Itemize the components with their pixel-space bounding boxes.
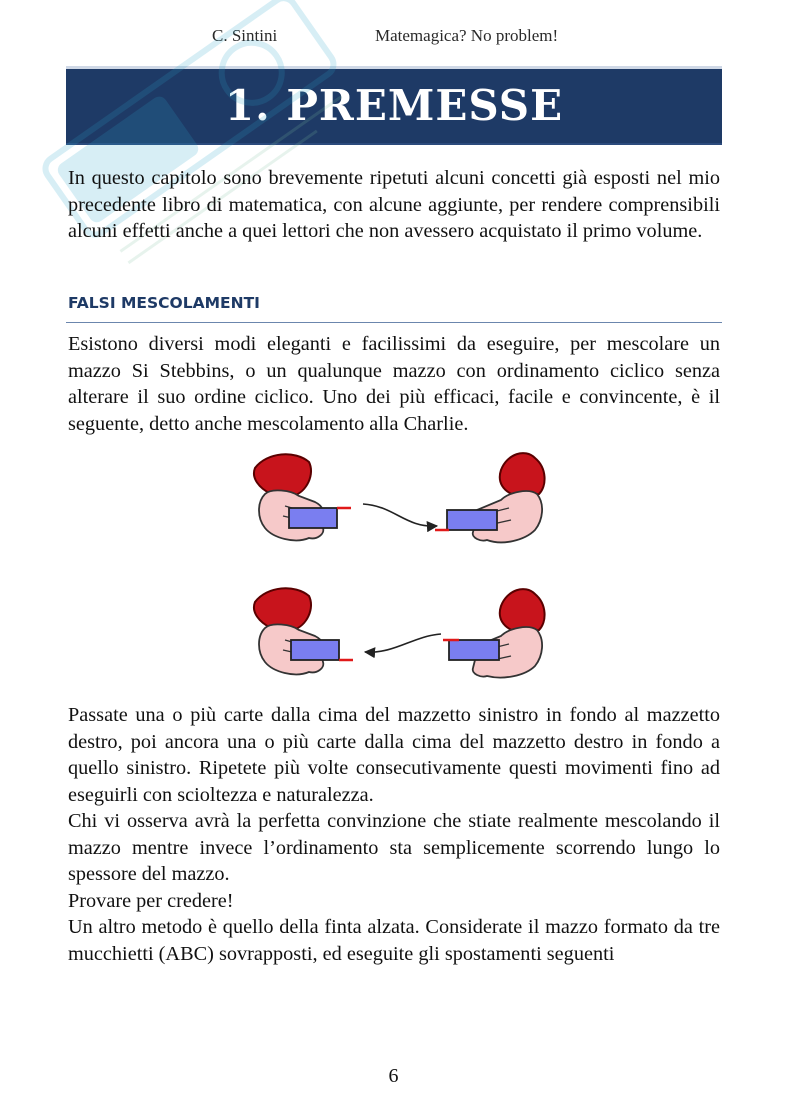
section-heading	[66, 292, 722, 323]
running-header	[0, 26, 787, 50]
hand-bottom-right	[443, 589, 545, 677]
hand-bottom-left	[254, 588, 353, 674]
section-paragraph	[68, 331, 720, 437]
hand-top-right	[435, 453, 545, 542]
section-heading-text: FALSI MESCOLAMENTI	[68, 294, 260, 312]
page-number: 6	[388, 1065, 399, 1087]
body-after-figure	[68, 702, 720, 967]
body-paragraph: Chi vi osserva avrà la perfetta convinzione che stiate realmente mescolando il mazzo mentre invece l’ordinamento sta semplicemente scorrendo lungo lo spessore del mazzo.	[68, 810, 720, 885]
body-paragraph: Passate una o più carte dalla cima del mazzetto sinistro in fondo al mazzetto destro, poi ancora una o più carte dalla cima del mazzetto destro in fondo a quello sinistro. Ripetete più volte consecutivamente questi movimenti fino ad eseguirli con scioltezza e naturalezza.	[68, 704, 720, 806]
card-packet	[449, 640, 499, 660]
chapter-title: 1. PREMESSE	[224, 81, 564, 130]
shuffle-illustration	[225, 448, 565, 680]
chapter-banner	[66, 66, 722, 145]
body-paragraph: Provare per credere!	[68, 889, 234, 912]
intro-paragraph	[68, 165, 720, 245]
arrow-right-icon	[363, 504, 437, 526]
hand-top-left	[254, 454, 351, 540]
section-text: Esistono diversi modi eleganti e facilissimi da eseguire, per mescolare un mazzo Si Stebbins, o un qualunque mazzo con ordinamento ciclico senza alterare il suo ordine ciclico. Uno dei più efficaci, facile e convincente, è il seguente, detto anche mescolamento alla Charlie.	[68, 333, 720, 435]
intro-text: In questo capitolo sono brevemente ripetuti alcuni concetti già esposti nel mio precedente libro di matematica, con alcune aggiunte, per rendere comprensibili alcuni effetti anche a quei lettori che non avessero acquistato il primo volume.	[68, 167, 720, 242]
arrow-left-icon	[365, 634, 441, 652]
header-book-title: Matemagica? No problem!	[375, 26, 559, 45]
card-packet	[291, 640, 339, 660]
card-packet	[289, 508, 337, 528]
card-packet	[447, 510, 497, 530]
body-paragraph: Un altro metodo è quello della finta alzata. Considerate il mazzo formato da tre mucchietti (ABC) sovrapposti, ed eseguite gli spostamenti seguenti	[68, 916, 720, 965]
header-author: C. Sintini	[212, 26, 278, 45]
